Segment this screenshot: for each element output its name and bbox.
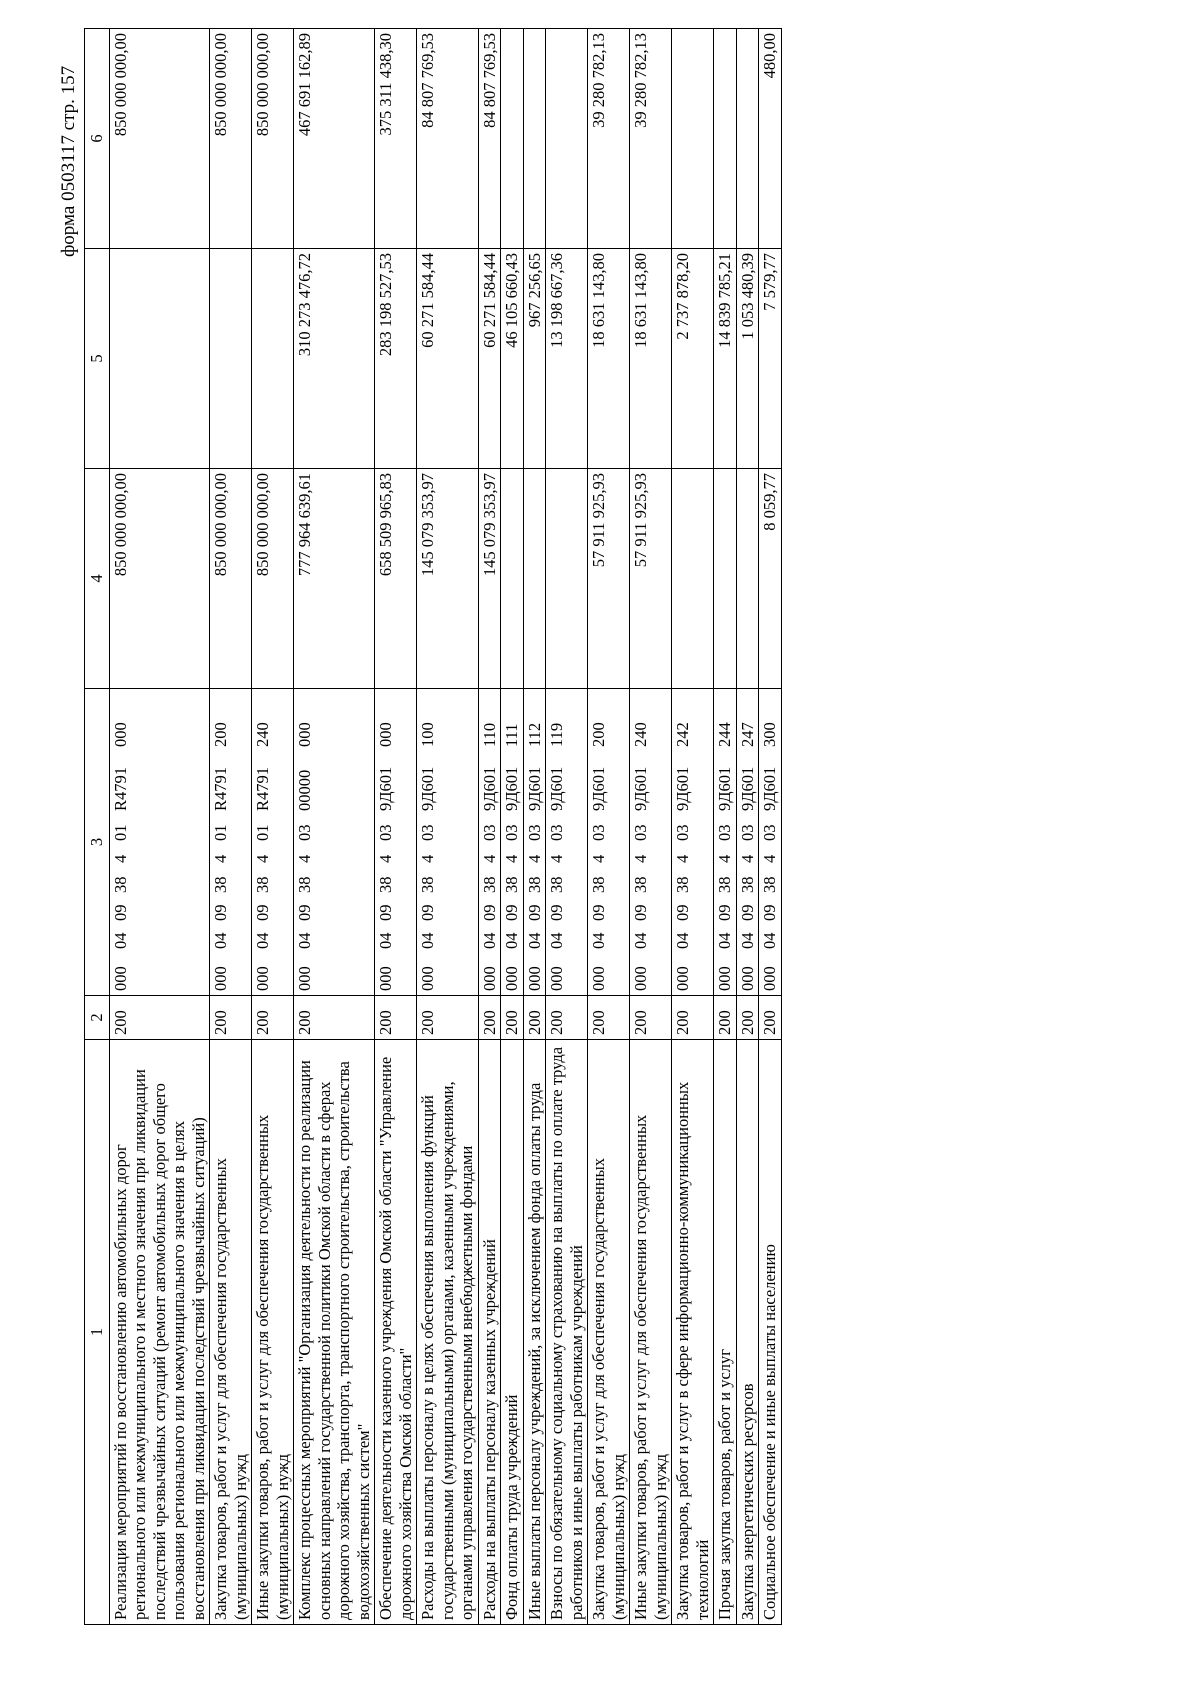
- budget-code-part: 110: [479, 722, 499, 747]
- budget-code: [418, 693, 438, 991]
- budget-code-part: 200: [589, 722, 608, 747]
- row-line-code-cell: 200: [672, 996, 714, 1040]
- budget-code: [376, 693, 396, 991]
- budget-code-part: 38: [760, 876, 779, 893]
- row-line-code-cell: 200: [546, 996, 588, 1040]
- budget-code-part: 38: [524, 876, 544, 893]
- budget-code-part: 9Д601: [502, 766, 521, 811]
- row-budget-code-cell: [252, 689, 294, 996]
- budget-code-part: 38: [631, 876, 650, 893]
- budget-code-part: 000: [295, 722, 314, 747]
- budget-code-part: 09: [631, 904, 650, 921]
- budget-code-part: 000: [110, 722, 130, 747]
- row-unexecuted-cell: 480,00: [759, 29, 782, 249]
- table-row: [478, 29, 501, 1625]
- budget-code-part: 247: [737, 722, 757, 747]
- budget-code-part: 200: [211, 722, 230, 747]
- row-name-cell: Иные выплаты персоналу учреждений, за исключением фонда оплаты труда: [523, 1040, 546, 1625]
- column-header: 5: [85, 249, 110, 469]
- row-executed-cell: [252, 249, 294, 469]
- table-row: [672, 29, 714, 1625]
- budget-code-part: 03: [673, 824, 692, 841]
- row-name-cell: Комплекс процессных мероприятий "Организация деятельности по реализации основных направлений государственной политики Омской области в сферах дорожного хозяйства, транспорта, транспортного строительства, строительства водохозяйственных систем": [294, 1040, 375, 1625]
- row-line-code-cell: 200: [252, 996, 294, 1040]
- budget-code-part: 09: [737, 904, 757, 921]
- budget-code-part: 38: [110, 876, 130, 893]
- row-unexecuted-cell: [714, 29, 737, 249]
- row-budget-code-cell: [759, 689, 782, 996]
- row-budget-code-cell: [417, 689, 479, 996]
- budget-code-part: 242: [673, 722, 692, 747]
- budget-code: [525, 693, 545, 991]
- column-header: 2: [85, 996, 110, 1040]
- budget-code-part: 100: [418, 722, 437, 747]
- budget-code-part: 4: [418, 854, 437, 863]
- row-unexecuted-cell: [736, 29, 759, 249]
- budget-code-part: 04: [760, 932, 779, 949]
- budget-code-part: 4: [211, 854, 230, 863]
- budget-code-part: 4: [737, 854, 757, 863]
- row-line-code-cell: 200: [523, 996, 546, 1040]
- row-approved-cell: 850 000 000,00: [210, 469, 252, 689]
- budget-code-part: 4: [547, 854, 566, 863]
- budget-code: [502, 693, 522, 991]
- row-unexecuted-cell: 850 000 000,00: [210, 29, 252, 249]
- budget-code-part: R4791: [110, 766, 130, 811]
- row-budget-code-cell: [588, 689, 630, 996]
- budget-code-part: 09: [589, 904, 608, 921]
- row-approved-cell: [736, 469, 759, 689]
- row-line-code-cell: 200: [109, 996, 210, 1040]
- budget-code-part: 000: [418, 966, 437, 991]
- row-line-code-cell: 200: [210, 996, 252, 1040]
- table-row: [588, 29, 630, 1625]
- budget-code-part: 04: [673, 932, 692, 949]
- row-line-code-cell: 200: [630, 996, 672, 1040]
- row-approved-cell: [714, 469, 737, 689]
- row-unexecuted-cell: [501, 29, 524, 249]
- budget-code-part: 03: [502, 824, 521, 841]
- row-approved-cell: 658 509 965,83: [375, 469, 417, 689]
- budget-code-part: 4: [295, 854, 314, 863]
- budget-code-part: 04: [110, 932, 130, 949]
- budget-code: [547, 693, 567, 991]
- budget-code-part: 111: [502, 723, 521, 747]
- row-executed-cell: 1 053 480,39: [736, 249, 759, 469]
- budget-code-part: 38: [253, 876, 272, 893]
- row-name-cell: Реализация мероприятий по восстановлению автомобильных дорог регионального или межмуниципального и местного значения при ликвидации последствий чрезвычайных ситуаций (ремонт автомобильных дорог общего пользования регионального или межмуниципального значения в целях восстановления при ликвидации последствий чрезвычайных ситуаций): [109, 1040, 210, 1625]
- table-row: [210, 29, 252, 1625]
- budget-code-part: 03: [524, 824, 544, 841]
- budget-code-part: 38: [715, 876, 734, 893]
- row-name-cell: Прочая закупка товаров, работ и услуг: [714, 1040, 737, 1625]
- budget-code-part: 03: [418, 824, 437, 841]
- budget-code-part: 09: [547, 904, 566, 921]
- budget-code-part: 04: [631, 932, 650, 949]
- table-row: [294, 29, 375, 1625]
- budget-code-part: 03: [715, 824, 734, 841]
- budget-code-part: 03: [631, 824, 650, 841]
- row-name-cell: Закупка товаров, работ и услуг в сфере информационно-коммуникационных технологий: [672, 1040, 714, 1625]
- budget-code-part: 09: [715, 904, 734, 921]
- budget-code-part: 000: [376, 722, 395, 747]
- budget-code-part: 04: [253, 932, 272, 949]
- row-executed-cell: 967 256,65: [523, 249, 546, 469]
- budget-code-part: 04: [211, 932, 230, 949]
- row-executed-cell: 14 839 785,21: [714, 249, 737, 469]
- row-name-cell: Закупка энергетических ресурсов: [736, 1040, 759, 1625]
- budget-code-part: 38: [502, 876, 521, 893]
- budget-code-part: 000: [295, 966, 314, 991]
- row-approved-cell: 8 059,77: [759, 469, 782, 689]
- budget-code-part: 38: [418, 876, 437, 893]
- budget-table: [84, 28, 782, 1625]
- budget-code-part: 000: [110, 966, 130, 991]
- budget-code-part: 000: [673, 966, 692, 991]
- row-executed-cell: 18 631 143,80: [630, 249, 672, 469]
- budget-code-part: 000: [737, 966, 757, 991]
- row-name-cell: Социальное обеспечение и иные выплаты населению: [759, 1040, 782, 1625]
- row-unexecuted-cell: [523, 29, 546, 249]
- budget-code-part: 000: [547, 966, 566, 991]
- row-approved-cell: [672, 469, 714, 689]
- row-line-code-cell: 200: [736, 996, 759, 1040]
- row-executed-cell: 60 271 584,44: [478, 249, 501, 469]
- row-approved-cell: 850 000 000,00: [109, 469, 210, 689]
- budget-code: [631, 693, 651, 991]
- row-budget-code-cell: [109, 689, 210, 996]
- budget-code-part: 9Д601: [715, 766, 734, 811]
- budget-code-part: 01: [211, 824, 230, 841]
- row-budget-code-cell: [478, 689, 501, 996]
- budget-code-part: 9Д601: [737, 766, 757, 811]
- budget-code-part: 03: [376, 824, 395, 841]
- row-budget-code-cell: [672, 689, 714, 996]
- budget-code-part: 300: [760, 722, 779, 747]
- row-line-code-cell: 200: [501, 996, 524, 1040]
- row-unexecuted-cell: [546, 29, 588, 249]
- table-row: [546, 29, 588, 1625]
- row-name-cell: Расходы на выплаты персоналу казенных учреждений: [478, 1040, 501, 1625]
- budget-code-part: 03: [737, 824, 757, 841]
- row-executed-cell: 13 198 667,36: [546, 249, 588, 469]
- budget-code-part: 000: [479, 966, 499, 991]
- row-budget-code-cell: [210, 689, 252, 996]
- budget-code-part: 38: [547, 876, 566, 893]
- row-unexecuted-cell: 375 311 438,30: [375, 29, 417, 249]
- budget-code-part: 000: [376, 966, 395, 991]
- column-header: 6: [85, 29, 110, 249]
- row-unexecuted-cell: 84 807 769,53: [478, 29, 501, 249]
- budget-code-part: 38: [211, 876, 230, 893]
- table-row: [375, 29, 417, 1625]
- row-executed-cell: 283 198 527,53: [375, 249, 417, 469]
- budget-code-part: 4: [479, 854, 499, 863]
- row-approved-cell: 145 079 353,97: [417, 469, 479, 689]
- budget-code-part: 4: [253, 854, 272, 863]
- budget-code-part: 09: [253, 904, 272, 921]
- budget-code-part: 9Д601: [479, 766, 499, 811]
- budget-code: [480, 693, 500, 991]
- budget-code: [738, 693, 758, 991]
- row-executed-cell: 46 105 660,43: [501, 249, 524, 469]
- budget-code-part: 04: [737, 932, 757, 949]
- row-budget-code-cell: [501, 689, 524, 996]
- budget-code-part: 38: [673, 876, 692, 893]
- row-approved-cell: 57 911 925,93: [588, 469, 630, 689]
- row-executed-cell: [109, 249, 210, 469]
- budget-code-part: 04: [295, 932, 314, 949]
- budget-code: [589, 693, 609, 991]
- row-budget-code-cell: [546, 689, 588, 996]
- budget-code-part: 240: [631, 722, 650, 747]
- budget-code-part: 01: [253, 824, 272, 841]
- budget-code: [760, 693, 780, 991]
- table-row: [714, 29, 737, 1625]
- row-line-code-cell: 200: [294, 996, 375, 1040]
- row-approved-cell: 777 964 639,61: [294, 469, 375, 689]
- row-approved-cell: [523, 469, 546, 689]
- row-approved-cell: 850 000 000,00: [252, 469, 294, 689]
- row-executed-cell: 310 273 476,72: [294, 249, 375, 469]
- table-row: [759, 29, 782, 1625]
- budget-code-part: 38: [295, 876, 314, 893]
- row-unexecuted-cell: 850 000 000,00: [252, 29, 294, 249]
- budget-code-part: 4: [715, 854, 734, 863]
- budget-code-part: 09: [479, 904, 499, 921]
- budget-code-part: 000: [760, 966, 779, 991]
- row-name-cell: Иные закупки товаров, работ и услуг для обеспечения государственных (муниципальных) нужд: [630, 1040, 672, 1625]
- budget-code-part: 03: [589, 824, 608, 841]
- budget-code-part: 03: [295, 824, 314, 841]
- row-line-code-cell: 200: [478, 996, 501, 1040]
- form-label: форма 0503117 стр. 157: [58, 65, 79, 257]
- budget-code-part: 04: [376, 932, 395, 949]
- row-unexecuted-cell: 39 280 782,13: [630, 29, 672, 249]
- row-line-code-cell: 200: [714, 996, 737, 1040]
- budget-code-part: 38: [376, 876, 395, 893]
- budget-code-part: 4: [631, 854, 650, 863]
- budget-code-part: 9Д601: [376, 766, 395, 811]
- budget-code-part: 09: [673, 904, 692, 921]
- budget-code-part: 04: [524, 932, 544, 949]
- table-row: [630, 29, 672, 1625]
- row-executed-cell: [210, 249, 252, 469]
- table-row: [417, 29, 479, 1625]
- row-approved-cell: [546, 469, 588, 689]
- budget-code-part: R4791: [253, 766, 272, 811]
- budget-code-part: 4: [524, 854, 544, 863]
- table-row: [501, 29, 524, 1625]
- row-budget-code-cell: [630, 689, 672, 996]
- budget-code-part: 09: [502, 904, 521, 921]
- column-header: 1: [85, 1040, 110, 1625]
- budget-code: [673, 693, 693, 991]
- budget-code-part: 04: [502, 932, 521, 949]
- budget-code: [211, 693, 231, 991]
- row-unexecuted-cell: 850 000 000,00: [109, 29, 210, 249]
- budget-code-part: 38: [737, 876, 757, 893]
- row-line-code-cell: 200: [375, 996, 417, 1040]
- row-name-cell: Закупка товаров, работ и услуг для обеспечения государственных (муниципальных) нужд: [588, 1040, 630, 1625]
- budget-code-part: 09: [760, 904, 779, 921]
- budget-code-part: 4: [589, 854, 608, 863]
- budget-code: [715, 693, 735, 991]
- row-executed-cell: 2 737 878,20: [672, 249, 714, 469]
- row-unexecuted-cell: 84 807 769,53: [417, 29, 479, 249]
- row-budget-code-cell: [375, 689, 417, 996]
- budget-code-part: 9Д601: [673, 766, 692, 811]
- row-executed-cell: 18 631 143,80: [588, 249, 630, 469]
- table-row: [736, 29, 759, 1625]
- header-row: [85, 29, 110, 1625]
- row-budget-code-cell: [714, 689, 737, 996]
- budget-code: [295, 693, 315, 991]
- row-name-cell: Иные закупки товаров, работ и услуг для обеспечения государственных (муниципальных) нужд: [252, 1040, 294, 1625]
- budget-code-part: 09: [418, 904, 437, 921]
- row-executed-cell: 7 579,77: [759, 249, 782, 469]
- budget-code-part: 4: [502, 854, 521, 863]
- row-line-code-cell: 200: [759, 996, 782, 1040]
- budget-code-part: 4: [760, 854, 779, 863]
- budget-code-part: 01: [110, 824, 130, 841]
- budget-code-part: 000: [715, 966, 734, 991]
- budget-code-part: 000: [502, 966, 521, 991]
- budget-code-part: 9Д601: [524, 766, 544, 811]
- budget-code: [111, 693, 131, 991]
- budget-code-part: 03: [479, 824, 499, 841]
- table-body: [109, 29, 781, 1625]
- budget-code-part: 09: [110, 904, 130, 921]
- budget-code-part: 04: [418, 932, 437, 949]
- budget-code-part: 240: [253, 722, 272, 747]
- budget-code-part: 000: [589, 966, 608, 991]
- row-name-cell: Закупка товаров, работ и услуг для обеспечения государственных (муниципальных) нужд: [210, 1040, 252, 1625]
- budget-code-part: 38: [479, 876, 499, 893]
- budget-code-part: 4: [110, 854, 130, 863]
- budget-code-part: 9Д601: [418, 766, 437, 811]
- row-approved-cell: 57 911 925,93: [630, 469, 672, 689]
- row-name-cell: Фонд оплаты труда учреждений: [501, 1040, 524, 1625]
- budget-code-part: R4791: [211, 766, 230, 811]
- budget-code-part: 000: [211, 966, 230, 991]
- budget-code-part: 9Д601: [760, 766, 779, 811]
- row-unexecuted-cell: [672, 29, 714, 249]
- row-approved-cell: [501, 469, 524, 689]
- budget-code-part: 09: [211, 904, 230, 921]
- budget-code-part: 112: [524, 722, 544, 747]
- table-row: [109, 29, 210, 1625]
- budget-code-part: 119: [547, 722, 566, 747]
- row-budget-code-cell: [523, 689, 546, 996]
- budget-code-part: 09: [376, 904, 395, 921]
- budget-code-part: 03: [760, 824, 779, 841]
- budget-code-part: 9Д601: [589, 766, 608, 811]
- row-budget-code-cell: [294, 689, 375, 996]
- budget-code-part: 04: [479, 932, 499, 949]
- budget-code-part: 9Д601: [547, 766, 566, 811]
- row-line-code-cell: 200: [417, 996, 479, 1040]
- row-unexecuted-cell: 467 691 162,89: [294, 29, 375, 249]
- budget-code-part: 4: [376, 854, 395, 863]
- table-row: [252, 29, 294, 1625]
- budget-code-part: 000: [524, 966, 544, 991]
- row-budget-code-cell: [736, 689, 759, 996]
- row-name-cell: Взносы по обязательному социальному страхованию на выплаты по оплате труда работников и иные выплаты работникам учреждений: [546, 1040, 588, 1625]
- budget-code-part: 38: [589, 876, 608, 893]
- column-header: 3: [85, 689, 110, 996]
- table-row: [523, 29, 546, 1625]
- budget-code-part: 4: [673, 854, 692, 863]
- budget-code: [253, 693, 273, 991]
- row-approved-cell: 145 079 353,97: [478, 469, 501, 689]
- row-name-cell: Расходы на выплаты персоналу в целях обеспечения выполнения функций государственными (муниципальными) органами, казенными учреждениями, органами управления государственными внебюджетными фондами: [417, 1040, 479, 1625]
- row-unexecuted-cell: 39 280 782,13: [588, 29, 630, 249]
- budget-code-part: 09: [524, 904, 544, 921]
- budget-code-part: 9Д601: [631, 766, 650, 811]
- row-name-cell: Обеспечение деятельности казенного учреждения Омской области "Управление дорожного хозяйства Омской области": [375, 1040, 417, 1625]
- budget-code-part: 00000: [295, 769, 314, 811]
- column-header: 4: [85, 469, 110, 689]
- budget-code-part: 03: [547, 824, 566, 841]
- row-line-code-cell: 200: [588, 996, 630, 1040]
- budget-code-part: 000: [631, 966, 650, 991]
- budget-code-part: 04: [547, 932, 566, 949]
- budget-code-part: 000: [253, 966, 272, 991]
- row-executed-cell: 60 271 584,44: [417, 249, 479, 469]
- budget-code-part: 04: [589, 932, 608, 949]
- budget-code-part: 244: [715, 722, 734, 747]
- budget-code-part: 09: [295, 904, 314, 921]
- budget-code-part: 04: [715, 932, 734, 949]
